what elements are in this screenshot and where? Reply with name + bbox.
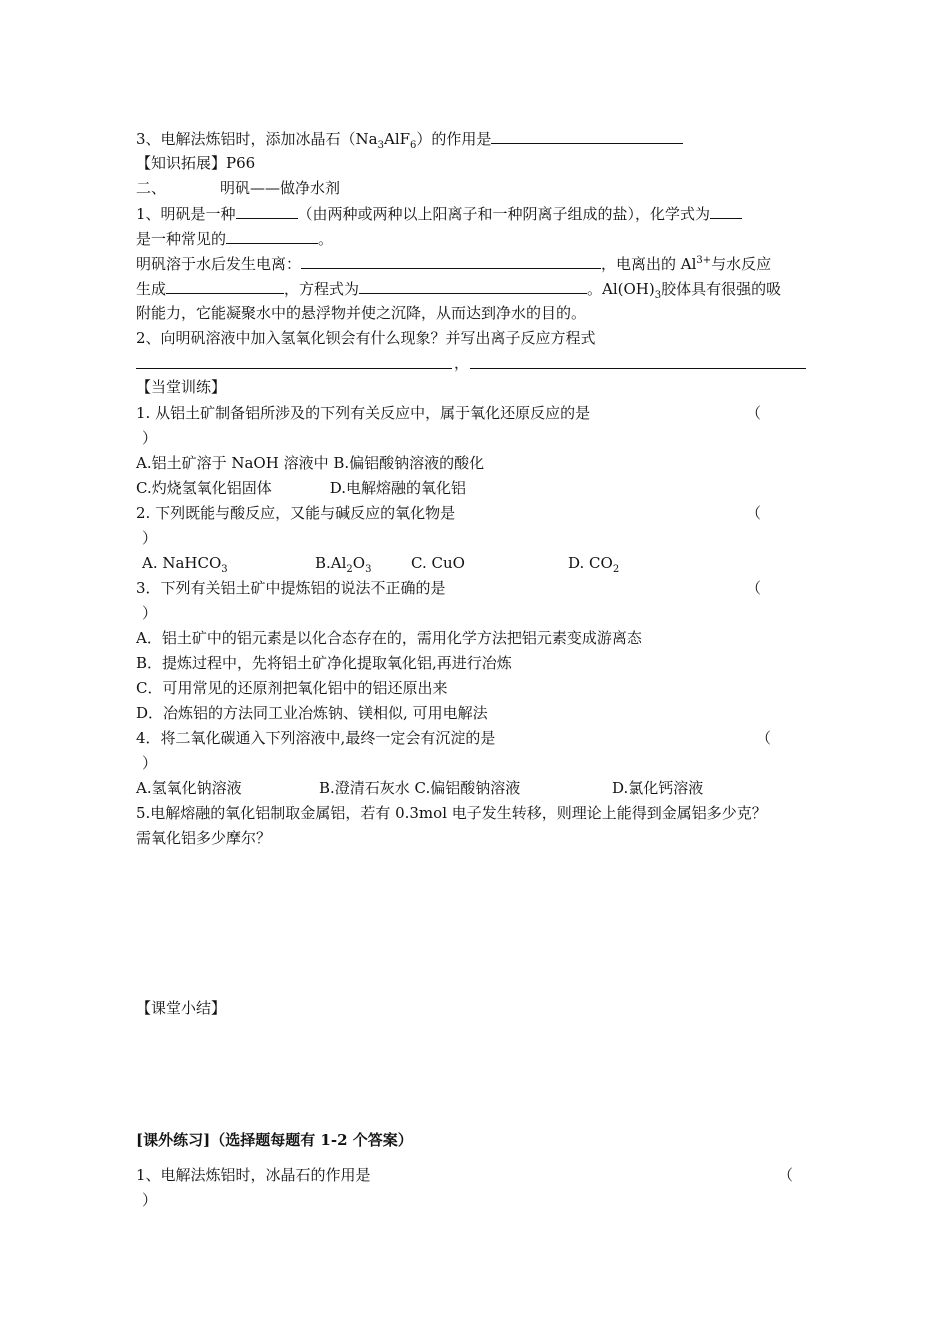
section-class-summary: 【课堂小结】 [136, 999, 227, 1017]
answer-paren-open[interactable]: （ [778, 1166, 794, 1184]
answer-blank[interactable] [710, 203, 742, 219]
answer-blank[interactable] [226, 228, 318, 244]
q3-option-a: A．铝土矿中的铝元素是以化合态存在的，需用化学方法把铝元素变成游离态 [136, 629, 642, 647]
text: O [352, 554, 366, 572]
subscript: 3 [365, 564, 372, 575]
text: 生成 [136, 280, 167, 298]
answer-paren-open[interactable]: （ [756, 729, 772, 747]
section-knowledge-extension: 【知识拓展】P66 [136, 154, 256, 172]
section-title: 明矾——做净水剂 [220, 179, 341, 197]
comma: ， [454, 354, 470, 372]
adsorption-line: 附能力，它能凝聚水中的悬浮物并使之沉降，从而达到净水的目的。 [136, 304, 587, 322]
question-cryolite-role [136, 128, 683, 149]
text: 胶体具有很强的吸 [661, 280, 782, 298]
q1-options-ab: A.铝土矿溶于 NaOH 溶液中 B.偏铝酸钠溶液的酸化 [136, 454, 485, 472]
answer-paren-close: ） [142, 604, 158, 622]
answer-paren-open[interactable]: （ [746, 404, 762, 422]
text: 与水反应 [711, 255, 772, 273]
text: 。Al(OH) [587, 280, 655, 298]
subscript: 3 [377, 140, 384, 151]
q3-option-d: D．冶炼铝的方法同工业冶炼钠、镁相似, 可用电解法 [136, 704, 488, 722]
question-1: 1. 从铝土矿制备铝所涉及的下列有关反应中，属于氧化还原反应的是 [136, 404, 591, 422]
text: ，方程式为 [284, 280, 360, 298]
subscript: 2 [346, 564, 353, 575]
question-5: 5.电解熔融的氧化铝制取金属铝，若有 0.3mol 电子发生转移，则理论上能得到金属铝多少克？ [136, 804, 767, 822]
section-number: 二、 [136, 179, 167, 197]
answer-blank[interactable] [359, 278, 587, 294]
subscript: 2 [612, 564, 620, 575]
option-d: D.电解熔融的氧化铝 [329, 479, 466, 497]
text: （由两种或两种以上阳离子和一种阴离子组成的盐），化学式为 [297, 205, 711, 223]
subscript: 3 [654, 290, 662, 301]
text: B.Al [315, 554, 347, 572]
answer-paren-open[interactable]: （ [746, 504, 762, 522]
question-4: 4．将二氧化碳通入下列溶液中,最终一定会有沉淀的是 [136, 729, 496, 747]
question-2: 2. 下列既能与酸反应，又能与碱反应的氧化物是 [136, 504, 456, 522]
alum-definition-line [136, 203, 742, 224]
answer-blank-equation[interactable] [470, 368, 806, 369]
q4-option-d: D.氯化钙溶液 [612, 779, 704, 797]
q4-options-bc: B.澄清石灰水 C.偏铝酸钠溶液 [319, 779, 521, 797]
option-c: C.灼烧氢氧化铝固体 [136, 479, 272, 497]
superscript: 3+ [696, 255, 712, 266]
answer-paren-close: ） [142, 529, 158, 547]
answer-paren-close: ） [142, 1191, 158, 1209]
answer-paren-close: ） [142, 754, 158, 772]
answer-blank[interactable] [236, 203, 298, 219]
q4-option-a: A.氢氧化钠溶液 [136, 779, 242, 797]
q2-option-b [315, 553, 371, 573]
section-after-class-exercise: [课外练习]（选择题每题有 1-2 个答案） [136, 1131, 413, 1149]
answer-paren-close: ） [142, 429, 158, 447]
alum-ionization-line [136, 253, 771, 274]
q1-options-cd [136, 478, 466, 498]
q2-option-c: C. CuO [411, 554, 465, 572]
section-in-class-practice: 【当堂训练】 [136, 378, 227, 396]
text: 是一种常见的 [136, 230, 227, 248]
text: AlF [384, 130, 411, 148]
text: ）的作用是 [416, 130, 492, 148]
text: 3、电解法炼铝时，添加冰晶石（Na [136, 130, 378, 148]
subscript: 6 [410, 140, 417, 151]
text: A. NaHCO [142, 554, 222, 572]
exercise-1: 1、电解法炼铝时，冰晶石的作用是 [136, 1166, 371, 1184]
alum-usage-line [136, 228, 333, 249]
answer-blank[interactable] [301, 253, 601, 269]
text: 明矾溶于水后发生电离： [136, 255, 302, 273]
section-alum-heading [136, 178, 340, 198]
answer-blank[interactable] [166, 278, 284, 294]
answer-paren-open[interactable]: （ [746, 579, 762, 597]
text: D. CO [568, 554, 613, 572]
hydrolysis-line [136, 278, 781, 299]
q2-option-d [568, 553, 619, 573]
q3-option-c: C．可用常见的还原剂把氧化铝中的铝还原出来 [136, 679, 448, 697]
answer-blank-phenomenon[interactable] [136, 368, 452, 369]
question-barium-hydroxide: 2、向明矾溶液中加入氢氧化钡会有什么现象？并写出离子反应方程式 [136, 329, 596, 347]
q2-option-a [142, 553, 228, 573]
subscript: 3 [221, 564, 228, 575]
text: 。 [318, 230, 334, 248]
text: ，电离出的 Al [601, 255, 697, 273]
question-5-cont: 需氧化铝多少摩尔？ [136, 829, 272, 847]
answer-blank[interactable] [491, 128, 683, 144]
q3-option-b: B．提炼过程中，先将铝土矿净化提取氧化铝,再进行冶炼 [136, 654, 512, 672]
question-3: 3．下列有关铝土矿中提炼铝的说法不正确的是 [136, 579, 446, 597]
text: 1、明矾是一种 [136, 205, 236, 223]
